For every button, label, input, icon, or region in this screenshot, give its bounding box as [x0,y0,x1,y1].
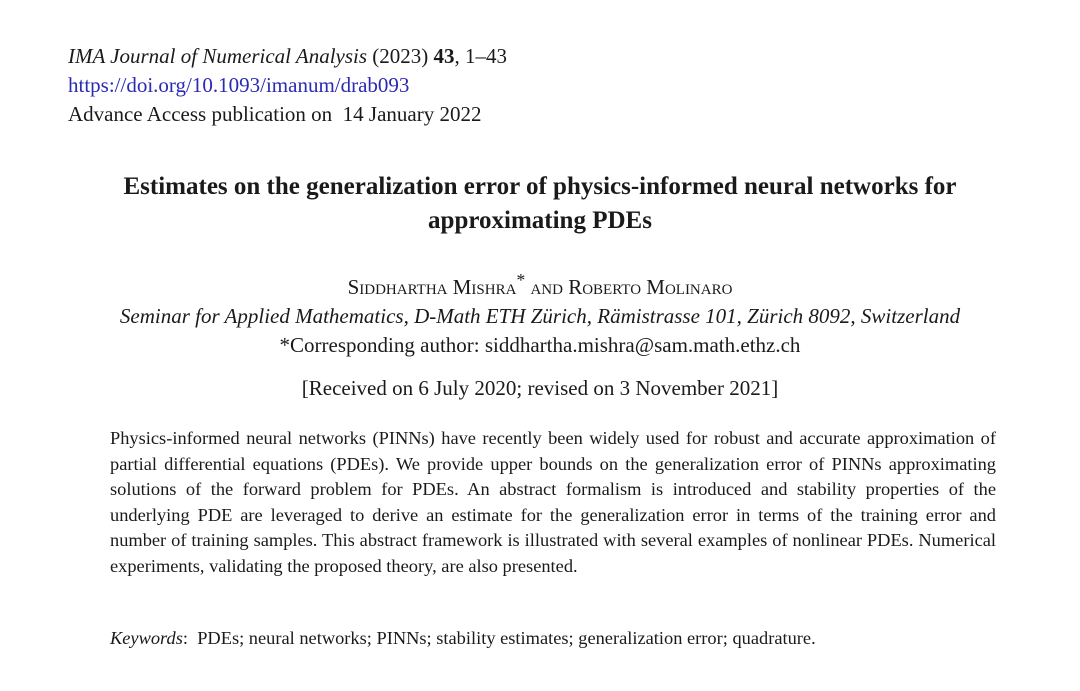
citation-line [68,42,507,71]
publication-date: Advance Access publication on 14 January 2022 [68,102,482,126]
doi-link[interactable]: https://doi.org/10.1093/imanum/drab093 [68,73,410,97]
keywords-label: Keywords [110,628,183,648]
title-line-1: Estimates on the generalization error of physics-informed neural networks for [123,173,957,200]
author-2: Roberto Molinaro [568,275,733,299]
journal-pages: , 1–43 [454,44,508,68]
keywords-text: : PDEs; neural networks; PINNs; stability estimates; generalization error; quadrature. [182,628,816,648]
author-names [40,266,1040,302]
authors-block [40,266,1040,360]
journal-year: (2023) [372,44,429,68]
journal-name: IMA Journal of Numerical Analysis [68,44,368,68]
abstract: Physics-informed neural networks (PINNs) have recently been widely used for robust and accurate approximation of partial differential equations (PDEs). We provide upper bounds on the generalization error of PINNs approximating solutions of the forward problem for PDEs. An abstract formalism is introduced and stability properties of the underlying PDE are leveraged to derive an estimate for the generalization error in terms of the training error and number of training samples. This abstract framework is illustrated with several examples of nonlinear PDEs. Numerical experiments, validating the proposed theory, are also presented. [110,428,996,576]
journal-header [68,42,507,129]
corresponding-author: *Corresponding author: siddhartha.mishra@sam.math.ethz.ch [279,333,801,357]
received-dates: [Received on 6 July 2020; revised on 3 November 2021] [301,376,779,400]
author-conjunction: and [525,275,569,299]
keywords [110,626,996,652]
author-1: Siddhartha Mishra [347,275,517,299]
corresponding-mark: * [516,270,526,290]
paper-title [40,170,1040,238]
journal-volume: 43 [433,44,455,68]
affiliation: Seminar for Applied Mathematics, D-Math ETH Zürich, Rämistrasse 101, Zürich 8092, Switzerland [119,304,961,328]
title-line-2: approximating PDEs [428,207,652,234]
